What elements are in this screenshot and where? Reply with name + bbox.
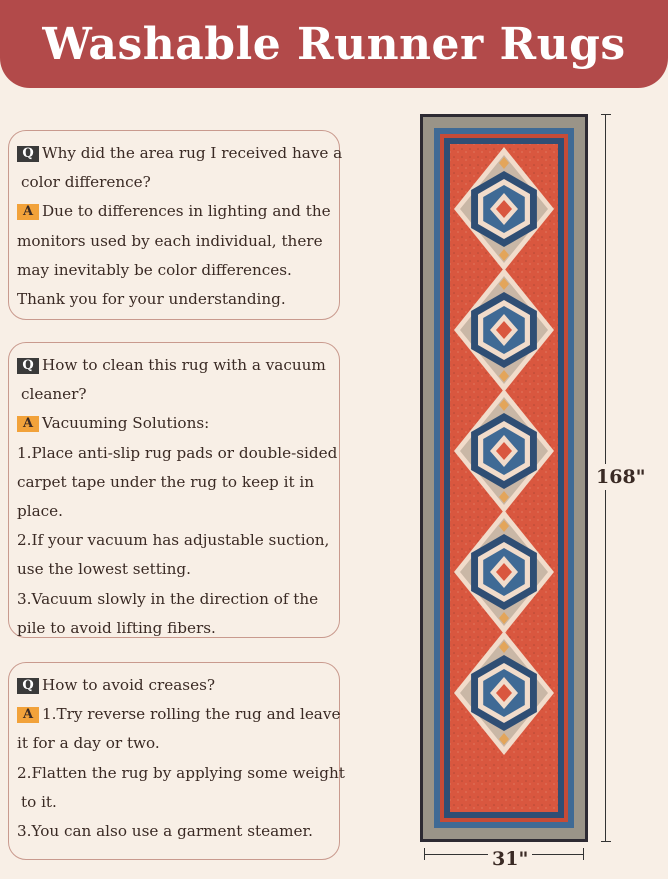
answer-line: Thank you for your understanding. — [17, 290, 286, 309]
runner-rug-image — [420, 114, 588, 842]
a-badge: A — [17, 416, 39, 432]
question-line: Q Why did the area rug I received have a — [17, 139, 335, 168]
faq-card-creases — [8, 662, 345, 860]
rug-illustration — [420, 114, 588, 842]
q-badge: Q — [17, 678, 39, 694]
answer-line: A 1.Try reverse rolling the rug and leave — [17, 700, 335, 729]
answer-line: 3.Vacuum slowly in the direction of the — [17, 589, 319, 608]
answer-line: place. — [17, 502, 63, 521]
question-line: color difference? — [21, 173, 151, 192]
a-badge: A — [17, 204, 39, 220]
answer-line: to it. — [21, 792, 57, 811]
question-line: cleaner? — [21, 385, 87, 404]
question-line: Q How to clean this rug with a vacuum — [17, 351, 335, 380]
a-badge: A — [17, 707, 39, 723]
answer-line: may inevitably be color differences. — [17, 260, 292, 279]
answer-line: 2.If your vacuum has adjustable suction, — [17, 531, 330, 550]
answer-line: 1.Place anti-slip rug pads or double-sided — [17, 443, 338, 462]
answer-line: 2.Flatten the rug by applying some weight — [17, 763, 345, 782]
faq-card-color — [8, 130, 343, 320]
answer-line: pile to avoid lifting fibers. — [17, 618, 216, 637]
answer-line: 3.You can also use a garment steamer. — [17, 822, 313, 841]
answer-line: it for a day or two. — [17, 734, 160, 753]
faq-card-vacuum — [8, 342, 340, 638]
width-label: 31" — [488, 848, 532, 870]
answer-line: A Vacuuming Solutions: — [17, 409, 335, 438]
question-line: Q How to avoid creases? — [17, 671, 335, 700]
title-banner — [0, 0, 668, 88]
length-label: 168" — [596, 466, 646, 488]
answer-line: monitors used by each individual, there — [17, 231, 323, 250]
q-badge: Q — [17, 358, 39, 374]
q-badge: Q — [17, 146, 39, 162]
answer-line: A Due to differences in lighting and the — [17, 197, 335, 226]
answer-line: carpet tape under the rug to keep it in — [17, 472, 315, 491]
page-title: Washable Runner Rugs — [42, 18, 626, 70]
answer-line: use the lowest setting. — [17, 560, 191, 579]
